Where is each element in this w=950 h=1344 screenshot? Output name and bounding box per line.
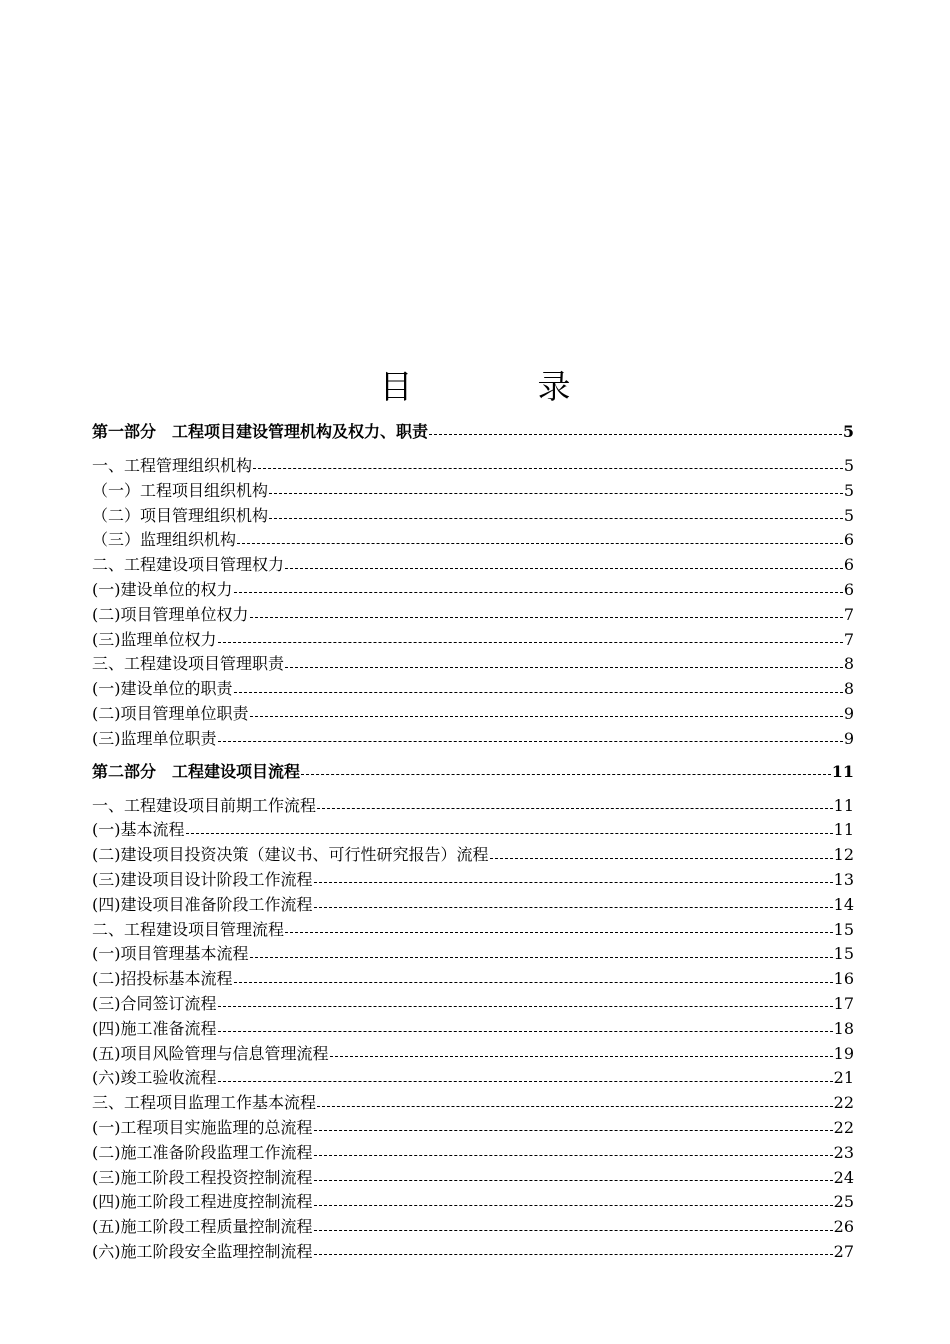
toc-leader (314, 1229, 833, 1231)
toc-entry-label: (五)项目风险管理与信息管理流程 (92, 1043, 329, 1063)
toc-entry[interactable] (92, 1166, 854, 1191)
toc-title: 目 录 (379, 367, 617, 406)
toc-leader (317, 1105, 833, 1107)
toc-page-number: 24 (833, 1167, 854, 1187)
toc-page-number: 21 (833, 1068, 854, 1088)
toc-leader (234, 691, 843, 693)
toc-leader (490, 857, 833, 859)
toc-entry-label: (一)建设单位的职责 (92, 679, 233, 699)
toc-entry[interactable] (92, 528, 854, 553)
toc-leader (250, 715, 843, 717)
toc-entry-label: (二)招投标基本流程 (92, 969, 233, 989)
toc-entry-label: (六)施工阶段安全监理控制流程 (92, 1241, 313, 1261)
toc-leader (314, 1129, 833, 1131)
toc-entry[interactable] (92, 628, 854, 653)
toc-leader (218, 641, 843, 643)
toc-leader (234, 591, 843, 593)
toc-page-number: 11 (833, 795, 854, 815)
toc-page-number: 11 (833, 820, 854, 840)
toc-entry-label: (四)施工阶段工程进度控制流程 (92, 1192, 313, 1212)
toc-page-number: 18 (833, 1018, 854, 1038)
toc-entry-label: (五)施工阶段工程质量控制流程 (92, 1217, 313, 1237)
toc-entry[interactable] (92, 702, 854, 727)
toc-entry-label: 三、工程建设项目管理职责 (92, 654, 285, 674)
toc-entry[interactable] (92, 1190, 854, 1215)
toc-page-number: 6 (843, 530, 854, 550)
toc-entry-label: (四)建设项目准备阶段工作流程 (92, 894, 313, 914)
toc-leader (218, 1080, 833, 1082)
toc-page-number: 15 (833, 944, 854, 964)
toc-page-number: 22 (833, 1117, 854, 1137)
toc-entry-label: (三)监理单位权力 (92, 629, 217, 649)
toc-entry-label: 三、工程项目监理工作基本流程 (92, 1093, 317, 1113)
toc-entry[interactable] (92, 1066, 854, 1091)
toc-entry[interactable] (92, 918, 854, 943)
toc-leader (330, 1055, 833, 1057)
toc-entry[interactable] (92, 942, 854, 967)
toc-entry[interactable] (92, 818, 854, 843)
toc-entry-label: (三)施工阶段工程投资控制流程 (92, 1167, 313, 1187)
toc-entry-label: 一、工程管理组织机构 (92, 456, 253, 475)
toc-leader (317, 807, 833, 809)
toc-entry[interactable] (92, 1240, 854, 1265)
toc-entry-label: 二、工程建设项目管理流程 (92, 919, 285, 939)
toc-entry-label: (一)建设单位的权力 (92, 579, 233, 599)
toc-leader (314, 1204, 833, 1206)
toc-leader (250, 956, 833, 958)
toc-leader (314, 1253, 833, 1255)
toc-entry[interactable] (92, 992, 854, 1017)
toc-entry-label: (六)竣工验收流程 (92, 1068, 217, 1088)
toc-entry[interactable] (92, 727, 854, 752)
toc-leader (234, 981, 833, 983)
toc-leader (314, 881, 833, 883)
toc-entry-label: (三)建设项目设计阶段工作流程 (92, 869, 313, 889)
toc-part-1[interactable] (92, 418, 854, 446)
toc-leader (314, 906, 833, 908)
toc-leader (237, 542, 843, 544)
toc-part-2[interactable] (92, 758, 854, 786)
toc-entry[interactable] (92, 967, 854, 992)
toc-entry-label: （三）监理组织机构 (92, 530, 237, 550)
toc-leader (253, 467, 843, 469)
toc-leader (314, 1154, 833, 1156)
toc-leader (250, 616, 843, 618)
toc-entry-label: (一)项目管理基本流程 (92, 944, 249, 964)
toc-leader (285, 931, 833, 933)
toc-entry-label: （一）工程项目组织机构 (92, 480, 269, 500)
toc-page-number: 15 (833, 919, 854, 939)
toc-leader (218, 740, 843, 742)
toc-page-number: 6 (843, 555, 854, 575)
toc-page-number: 26 (833, 1217, 854, 1237)
toc-entry[interactable] (92, 603, 854, 628)
toc-page-number: 23 (833, 1142, 854, 1162)
toc-page-number: 8 (843, 679, 854, 699)
toc-entry[interactable] (92, 868, 854, 893)
toc-leader (218, 1030, 833, 1032)
toc-entry[interactable] (92, 553, 854, 578)
toc-page-number: 9 (843, 703, 854, 723)
toc-entry-label: (二)项目管理单位职责 (92, 703, 249, 723)
toc-page-number: 11 (831, 761, 854, 781)
toc-entry[interactable] (92, 1141, 854, 1166)
toc-entry[interactable] (92, 794, 854, 819)
toc-leader (285, 567, 843, 569)
toc-page-number: 19 (833, 1043, 854, 1063)
toc-part-label: 第一部分 工程项目建设管理机构及权力、职责 (92, 422, 429, 441)
toc-leader (285, 666, 843, 668)
toc-entry[interactable] (92, 479, 854, 504)
toc-entry-label: (二)施工准备阶段监理工作流程 (92, 1142, 313, 1162)
toc-leader (269, 492, 843, 494)
toc-entry-label: (三)监理单位职责 (92, 728, 217, 748)
toc-entry-label: 一、工程建设项目前期工作流程 (92, 795, 317, 815)
toc-entry-label: (三)合同签订流程 (92, 993, 217, 1013)
toc-entry[interactable] (92, 504, 854, 529)
toc-entry-label: （二）项目管理组织机构 (92, 505, 269, 525)
toc-page-number: 16 (833, 969, 854, 989)
toc-leader (429, 433, 842, 435)
toc-page-number: 22 (833, 1093, 854, 1113)
toc-entry[interactable] (92, 454, 854, 479)
toc-entry[interactable] (92, 1116, 854, 1141)
toc-page-number: 6 (843, 579, 854, 599)
toc-entry-label: 二、工程建设项目管理权力 (92, 555, 285, 575)
toc-page-number: 13 (833, 869, 854, 889)
toc-page-number: 27 (833, 1241, 854, 1261)
toc-entry-label: (二)项目管理单位权力 (92, 604, 249, 624)
toc-page-number: 5 (843, 505, 854, 525)
toc-leader (301, 773, 831, 775)
toc-leader (269, 517, 843, 519)
toc-page-number: 14 (833, 894, 854, 914)
toc-page-number: 7 (843, 604, 854, 624)
toc-entry[interactable] (92, 1042, 854, 1067)
toc-entry[interactable] (92, 578, 854, 603)
toc-entry[interactable] (92, 1017, 854, 1042)
toc-page-number: 25 (833, 1192, 854, 1212)
toc-entry[interactable] (92, 1215, 854, 1240)
toc-entry-label: (二)建设项目投资决策（建议书、可行性研究报告）流程 (92, 845, 489, 865)
toc-entry-label: (一)基本流程 (92, 820, 185, 840)
toc-page-number: 5 (843, 480, 854, 500)
toc-entry[interactable] (92, 677, 854, 702)
toc-leader (314, 1179, 833, 1181)
toc-leader (218, 1005, 833, 1007)
toc-entry[interactable] (92, 1091, 854, 1116)
toc-entry-label: (四)施工准备流程 (92, 1018, 217, 1038)
toc-page-number: 17 (833, 993, 854, 1013)
toc-page-number: 9 (843, 728, 854, 748)
toc-page-number: 5 (843, 456, 854, 475)
toc-page-number: 12 (833, 845, 854, 865)
toc-page-number: 5 (842, 422, 854, 441)
toc-part-label: 第二部分 工程建设项目流程 (92, 761, 301, 781)
table-of-contents (92, 418, 854, 1265)
toc-entry[interactable] (92, 652, 854, 677)
toc-entry[interactable] (92, 893, 854, 918)
toc-entry[interactable] (92, 843, 854, 868)
toc-page-number: 7 (843, 629, 854, 649)
toc-leader (186, 832, 833, 834)
toc-entry-label: (一)工程项目实施监理的总流程 (92, 1117, 313, 1137)
toc-page-number: 8 (843, 654, 854, 674)
